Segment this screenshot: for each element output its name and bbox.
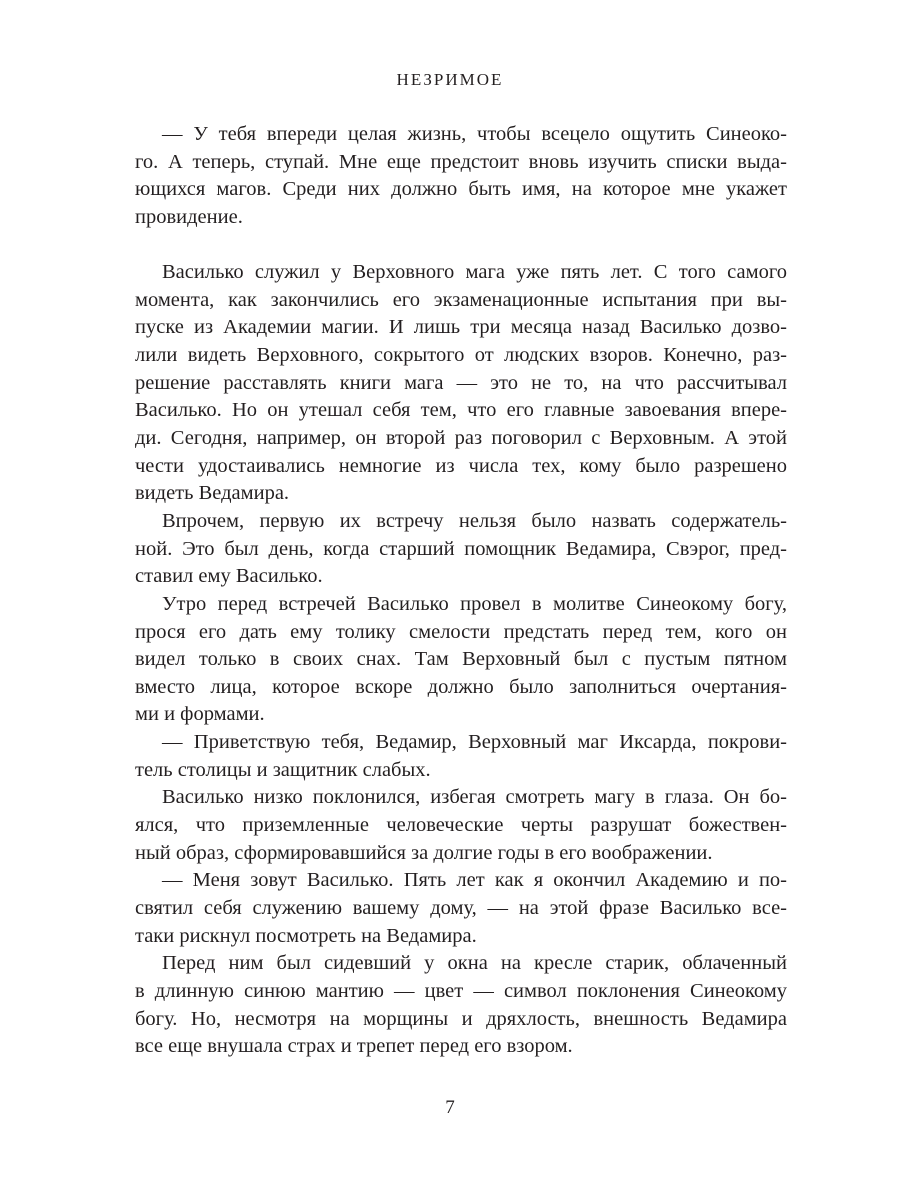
text-line: видеть Ведамира. xyxy=(135,482,290,505)
text-line: святил себя служению вашему дому, — на этой фразе Василько все- xyxy=(135,896,787,919)
text-line: решение расставлять книги мага — это не то, на что рассчитывал xyxy=(135,371,787,394)
page-number: 7 xyxy=(445,1097,455,1118)
paragraph xyxy=(135,121,787,232)
text-line: Василько служил у Верховного мага уже пять лет. С того самого xyxy=(162,261,787,284)
text-line: провидение. xyxy=(135,205,243,228)
text-line: видел только в своих снах. Там Верховный был с пустым пятном xyxy=(135,648,787,671)
text-line: ставил ему Василько. xyxy=(135,565,323,588)
text-line: пуске из Академии магии. И лишь три месяца назад Василько дозво- xyxy=(135,316,787,339)
text-line: го. А теперь, ступай. Мне еще предстоит вновь изучить списки выда- xyxy=(135,150,787,173)
text-line: Василько. Но он утешал себя тем, что его главные завоевания впере- xyxy=(135,399,787,422)
paragraph xyxy=(135,591,787,729)
text-line: ной. Это был день, когда старший помощник Ведамира, Свэрог, пред- xyxy=(135,537,787,560)
text-line: момента, как закончились его экзаменационные испытания при вы- xyxy=(135,288,787,311)
text-line: ялся, что приземленные человеческие черты разрушат божествен- xyxy=(135,814,787,837)
text-line: Утро перед встречей Василько провел в молитве Синеокому богу, xyxy=(162,592,787,615)
page-body-text xyxy=(135,121,787,1061)
paragraph xyxy=(135,729,787,784)
text-line: чести удостаивались немногие из числа тех, кому было разрешено xyxy=(135,454,787,477)
text-line: Впрочем, первую их встречу нельзя было назвать содержатель- xyxy=(162,509,787,532)
text-line: вместо лица, которое вскоре должно было заполниться очертания- xyxy=(135,675,787,698)
paragraph xyxy=(135,508,787,591)
text-line: — Приветствую тебя, Ведамир, Верховный маг Иксарда, покрови- xyxy=(162,731,787,754)
text-line: Перед ним был сидевший у окна на кресле старик, облаченный xyxy=(162,952,787,975)
text-line: Василько низко поклонился, избегая смотреть магу в глаза. Он бо- xyxy=(162,786,787,809)
text-line: ный образ, сформировавшийся за долгие годы в его воображении. xyxy=(135,841,713,864)
text-line: ми и формами. xyxy=(135,703,265,726)
text-line: в длинную синюю мантию — цвет — символ поклонения Синеокому xyxy=(135,979,787,1002)
paragraph xyxy=(135,784,787,867)
text-line: ющихся магов. Среди них должно быть имя, на которое мне укажет xyxy=(135,178,787,201)
running-head: НЕЗРИМОЕ xyxy=(396,70,504,89)
paragraph-gap xyxy=(135,232,787,260)
text-line: все еще внушала страх и трепет перед его взором. xyxy=(135,1035,573,1058)
text-line: таки рискнул посмотреть на Ведамира. xyxy=(135,924,477,947)
text-line: тель столицы и защитник слабых. xyxy=(135,758,431,781)
text-line: — Меня зовут Василько. Пять лет как я окончил Академию и по- xyxy=(162,869,787,892)
paragraph xyxy=(135,950,787,1061)
text-line: богу. Но, несмотря на морщины и дряхлость, внешность Ведамира xyxy=(135,1007,787,1030)
paragraph xyxy=(135,259,787,508)
paragraph xyxy=(135,867,787,950)
text-line: лили видеть Верховного, сокрытого от людских взоров. Конечно, раз- xyxy=(135,344,787,367)
text-line: ди. Сегодня, например, он второй раз поговорил с Верховным. А этой xyxy=(135,427,787,450)
text-line: — У тебя впереди целая жизнь, чтобы всецело ощутить Синеоко- xyxy=(162,123,787,145)
text-line: прося его дать ему толику смелости предстать перед тем, кого он xyxy=(135,620,787,643)
